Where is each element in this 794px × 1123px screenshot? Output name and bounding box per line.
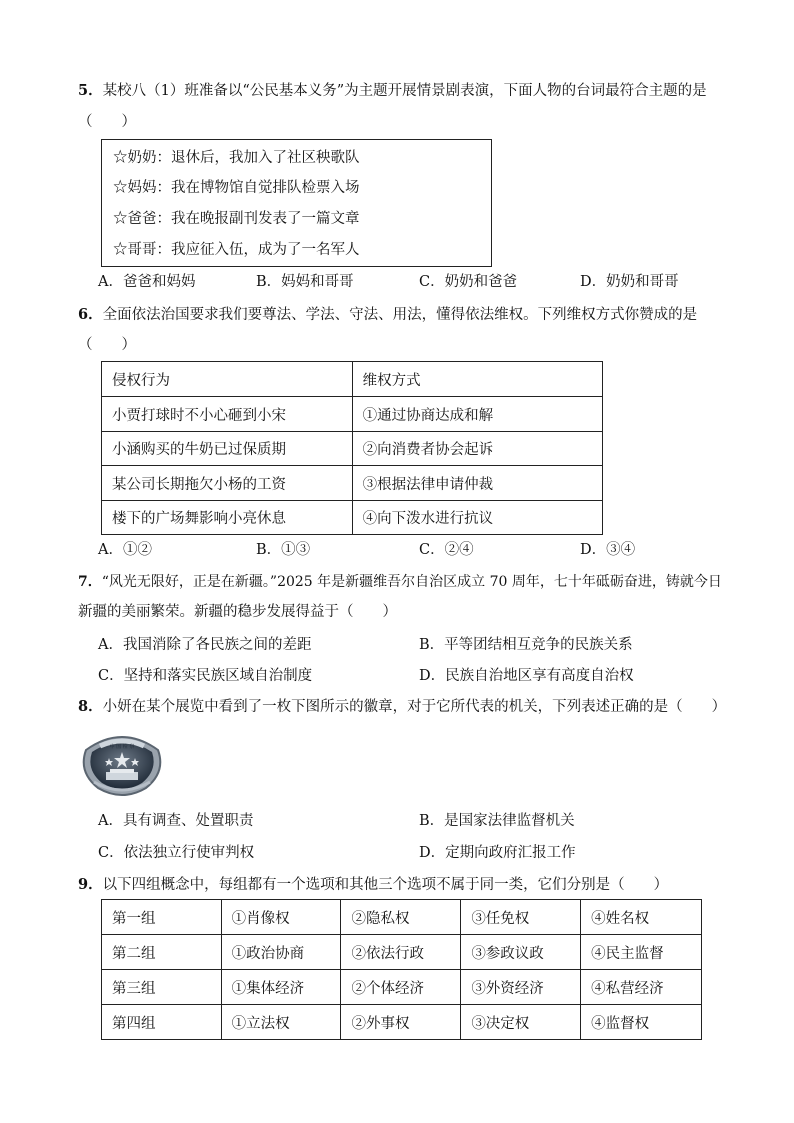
table-cell: ②依法行政 [341,935,461,970]
table-cell: ②个体经济 [341,970,461,1005]
q7-option-d[interactable]: D．民族自治地区享有高度自治权 [419,668,634,684]
q6-option-c[interactable]: C．②④ [419,542,474,558]
q7-option-a[interactable]: A．我国消除了各民族之间的差距 [98,637,312,653]
table-cell: ④民主监督 [581,935,702,970]
table-cell: 小涵购买的牛奶已过保质期 [102,432,353,466]
q8-stem: 小妍在某个展览中看到了一枚下图所示的徽章，对于它所代表的机关，下列表述正确的是（ ） [102,699,727,715]
table-cell: ③任免权 [461,900,581,935]
q7-option-c[interactable]: C．坚持和落实民族区域自治制度 [98,668,313,684]
q5-dialogue-line: ☆哥哥：我应征入伍，成为了一名军人 [113,242,360,258]
q5-option-c[interactable]: C．奶奶和爸爸 [419,274,518,290]
table-row [102,466,603,501]
q5-option-b[interactable]: B．妈妈和哥哥 [256,274,354,290]
q6-stem: 全面依法治国要求我们要尊法、学法、守法、用法，懂得依法维权。下列维权方式你赞成的是 [102,307,698,323]
q5-dialogue-line: ☆爸爸：我在晚报副刊发表了一篇文章 [113,211,360,227]
q5-option-d[interactable]: D．奶奶和哥哥 [580,274,679,290]
q5-option-a[interactable]: A．爸爸和妈妈 [98,274,196,290]
table-cell: ④姓名权 [581,900,702,935]
q5-stem: 某校八（1）班准备以“公民基本义务”为主题开展情景剧表演，下面人物的台词最符合主题的是 [102,83,707,99]
table-cell: ③根据法律申请仲裁 [352,466,602,501]
q6-options [98,540,718,560]
table-cell: 第三组 [102,970,222,1005]
q5-dialogue-line: ☆妈妈：我在博物馆自觉排队检票入场 [113,180,360,196]
table-cell: ④私营经济 [581,970,702,1005]
table-cell: 第一组 [102,900,222,935]
q8-option-b[interactable]: B．是国家法律监督机关 [419,813,575,829]
q5-blank: （ ） [78,114,136,130]
table-cell: ③参政议政 [461,935,581,970]
table-row [102,1005,702,1040]
q5-number: 5． [78,82,103,99]
table-cell: ③外资经济 [461,970,581,1005]
table-cell: 某公司长期拖欠小杨的工资 [102,466,353,501]
table-cell: ④监督权 [581,1005,702,1040]
q7-options-row-2 [98,666,718,686]
table-cell: ②隐私权 [341,900,461,935]
q6-blank: （ ） [78,337,136,353]
table-row [102,935,702,970]
table-cell: ③决定权 [461,1005,581,1040]
q7-stem-line-2: 新疆的美丽繁荣。新疆的稳步发展得益于（ ） [78,604,397,620]
table-header-cell: 侵权行为 [102,362,353,397]
q7-stem-line-1 [78,572,722,592]
table-row [102,970,702,1005]
q9-table [101,899,702,1040]
q8-option-a[interactable]: A．具有调查、处置职责 [98,813,254,829]
q9-stem: 以下四组概念中，每组都有一个选项和其他三个选项不属于同一类，它们分别是（ ） [102,877,669,893]
q8-options-row-1 [98,811,718,831]
q5-stem-line [78,81,707,101]
q7-options-row-1 [98,635,718,655]
procuratorate-emblem [76,728,168,802]
q6-option-a[interactable]: A．①② [98,542,152,558]
table-cell: ①政治协商 [221,935,341,970]
table-cell: 第二组 [102,935,222,970]
q6-option-b[interactable]: B．①③ [256,542,311,558]
q8-options-row-2 [98,843,718,863]
q8-option-c[interactable]: C．依法独立行使审判权 [98,845,255,861]
table-cell: ①立法权 [221,1005,341,1040]
table-cell: 第四组 [102,1005,222,1040]
table-row [102,432,603,466]
table-cell: ①集体经济 [221,970,341,1005]
q7-number: 7． [78,574,102,590]
q8-stem-line [78,697,726,717]
q7-stem-1: “风光无限好，正是在新疆。”2025 年是新疆维吾尔自治区成立 70 周年，七十年砥砺奋进，铸就今日 [101,574,722,590]
q8-option-d[interactable]: D．定期向政府汇报工作 [419,845,576,861]
table-cell: ②向消费者协会起诉 [352,432,602,466]
q6-table [101,361,603,535]
q9-number: 9． [78,876,103,893]
table-row [102,397,603,432]
q7-option-b[interactable]: B．平等团结相互竞争的民族关系 [419,637,633,653]
q6-stem-line [78,305,697,325]
table-cell: ④向下泼水进行抗议 [352,501,602,535]
q5-dialogue-box [101,139,492,267]
emblem-lettering: 中 国 检 察 [109,744,135,750]
table-row [102,900,702,935]
table-cell: 小贾打球时不小心砸到小宋 [102,397,353,432]
q9-stem-line [78,875,668,895]
q8-number: 8． [78,698,103,715]
table-cell: ①肖像权 [221,900,341,935]
table-cell: 楼下的广场舞影响小亮休息 [102,501,353,535]
q5-options [98,272,718,292]
q6-option-d[interactable]: D．③④ [580,542,636,558]
table-header-cell: 维权方式 [352,362,602,397]
table-cell: ②外事权 [341,1005,461,1040]
q6-number: 6． [78,306,103,323]
table-cell: ①通过协商达成和解 [352,397,602,432]
table-row [102,501,603,535]
q5-dialogue-line: ☆奶奶：退休后，我加入了社区秧歌队 [113,150,360,166]
table-header-row [102,362,603,397]
